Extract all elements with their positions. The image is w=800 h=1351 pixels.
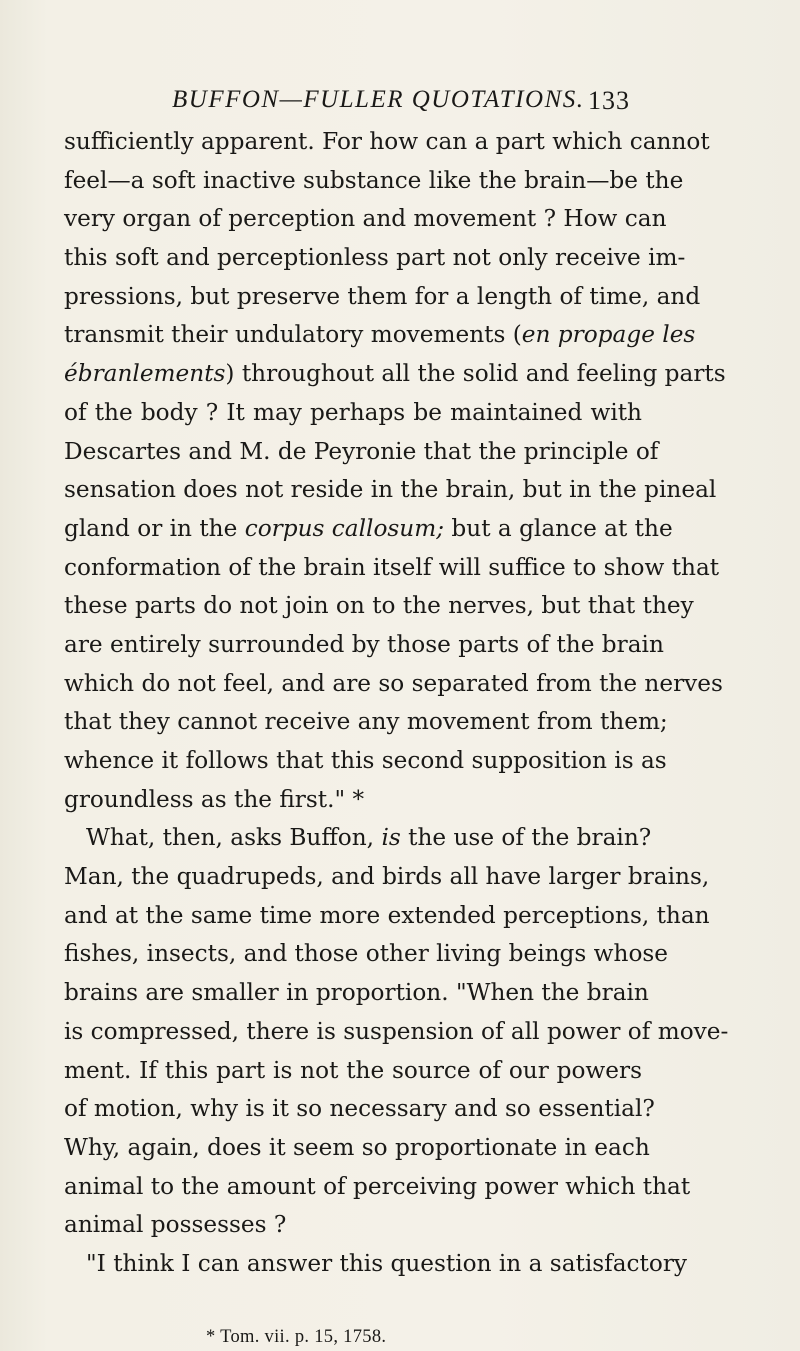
- text-line: pressions, but preserve them for a length of time, and: [64, 282, 701, 310]
- text-line: Descartes and M. de Peyronie that the principle of: [64, 437, 659, 465]
- text-line: of motion, why is it so necessary and so essential?: [64, 1095, 655, 1123]
- italic-phrase: ébranlements: [64, 360, 226, 388]
- text-line: is compressed, there is suspension of all power of move-: [64, 1017, 729, 1045]
- text-line: that they cannot receive any movement from them;: [64, 708, 668, 736]
- text-line: brains are smaller in proportion. "When the brain: [64, 979, 649, 1007]
- text-line: animal possesses ?: [64, 1211, 287, 1239]
- body-text: [64, 123, 729, 1284]
- text-line: this soft and perceptionless part not only receive im-: [64, 244, 686, 272]
- text-line: feel—a soft inactive substance like the brain—be the: [64, 166, 684, 194]
- footnote: * Tom. vii. p. 15, 1758.: [206, 1327, 387, 1347]
- running-head-title: BUFFON—FULLER QUOTATIONS.: [172, 86, 585, 113]
- text-line: transmit their undulatory movements (en propage les: [64, 321, 696, 349]
- text-line: Why, again, does it seem so proportionate in each: [64, 1133, 650, 1161]
- italic-phrase: is: [381, 824, 401, 852]
- text-line: ment. If this part is not the source of our powers: [64, 1056, 642, 1084]
- text-line: which do not feel, and are so separated from the nerves: [64, 669, 723, 697]
- running-head: [172, 86, 630, 116]
- text-line: sensation does not reside in the brain, but in the pineal: [64, 476, 717, 504]
- paragraph-start-line: What, then, asks Buffon, is the use of the brain?: [86, 824, 652, 852]
- text-line: are entirely surrounded by those parts of the brain: [64, 630, 664, 658]
- text-line: gland or in the corpus callosum; but a glance at the: [64, 514, 673, 542]
- text-line: ébranlements) throughout all the solid and feeling parts: [64, 360, 726, 388]
- text-line: conformation of the brain itself will suffice to show that: [64, 553, 720, 581]
- text-line: these parts do not join on to the nerves, but that they: [64, 592, 694, 620]
- paragraph-start-line: "I think I can answer this question in a satisfactory: [86, 1249, 688, 1277]
- text-line: groundless as the first." *: [64, 785, 365, 813]
- text-line: fishes, insects, and those other living beings whose: [64, 940, 669, 968]
- text-line: of the body ? It may perhaps be maintained with: [64, 398, 642, 426]
- italic-phrase: en propage les: [521, 321, 696, 349]
- italic-phrase: corpus callosum;: [244, 514, 445, 542]
- text-line: Man, the quadrupeds, and birds all have larger brains,: [64, 863, 710, 891]
- text-line: sufficiently apparent. For how can a part which cannot: [64, 128, 710, 155]
- text-line: animal to the amount of perceiving power which that: [64, 1172, 691, 1200]
- text-line: and at the same time more extended perceptions, than: [64, 901, 710, 929]
- page-number: 133: [588, 86, 630, 115]
- text-line: whence it follows that this second supposition is as: [64, 747, 667, 774]
- text-line: very organ of perception and movement ? How can: [64, 205, 667, 233]
